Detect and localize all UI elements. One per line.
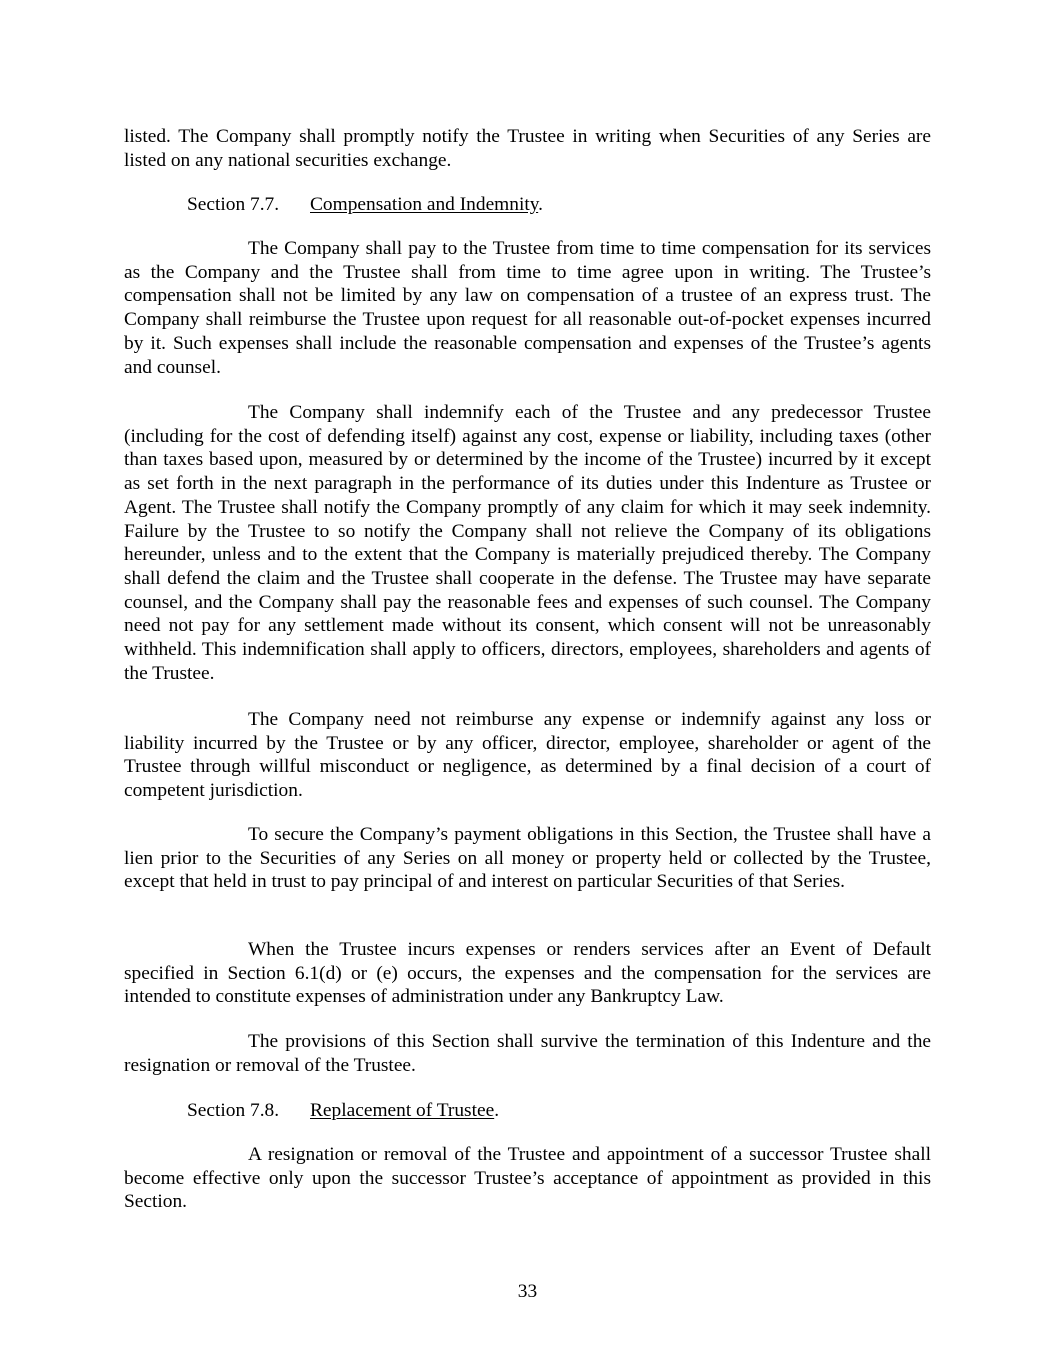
paragraph-reimbursement-exception: The Company need not reimburse any expense or indemnify against any loss or liability incurred by the Trustee or by any officer, director, employee, shareholder or agent of the Trustee through willful misconduct or negligence, as determined by a final decision of a court of competent jurisdiction. [124, 709, 931, 802]
paragraph-lien: To secure the Company’s payment obligations in this Section, the Trustee shall have a lien prior to the Securities of any Series on all money or property held or collected by the Trustee, except that held in trust to pay principal of and interest on particular Securities of that Series. [124, 824, 931, 893]
paragraph-event-of-default-expenses: When the Trustee incurs expenses or renders services after an Event of Default specified in Section 6.1(d) or (e) occurs, the expenses and the compensation for the services are intended to constitute expenses of administration under any Bankruptcy Law. [124, 939, 931, 1008]
section-heading-7-8 [187, 1099, 499, 1123]
page-number: 33 [517, 1281, 538, 1302]
paragraph-replacement-effective: A resignation or removal of the Trustee and appointment of a successor Trustee shall become effective only upon the successor Trustee’s acceptance of appointment as provided in this Section. [124, 1144, 931, 1213]
section-title: Replacement of Trustee [310, 1100, 495, 1121]
section-number: Section 7.8. [187, 1100, 280, 1121]
section-heading-7-7 [187, 193, 543, 217]
paragraph-listing-notice: listed. The Company shall promptly notify the Trustee in writing when Securities of any Series are listed on any national securities exchange. [124, 126, 931, 171]
section-number: Section 7.7. [187, 194, 280, 215]
paragraph-survival: The provisions of this Section shall survive the termination of this Indenture and the resignation or removal of the Trustee. [124, 1031, 931, 1076]
paragraph-indemnification: The Company shall indemnify each of the Trustee and any predecessor Trustee (including for the cost of defending itself) against any cost, expense or liability, including taxes (other than taxes based upon, measured by or determined by the income of the Trustee) incurred by it except as set forth in the next paragraph in the performance of its duties under this Indenture as Trustee or Agent. The Trustee shall notify the Company promptly of any claim for which it may seek indemnity. Failure by the Trustee to so notify the Company shall not relieve the Company of its obligations hereunder, unless and to the extent that the Company is materially prejudiced thereby. The Company shall defend the claim and the Trustee shall cooperate in the defense. The Trustee may have separate counsel, and the Company shall pay the reasonable fees and expenses of such counsel. The Company need not pay for any settlement made without its consent, which consent will not be unreasonably withheld. This indemnification shall apply to officers, directors, employees, shareholders and agents of the Trustee. [124, 402, 931, 684]
section-title-period: . [538, 194, 544, 215]
section-title: Compensation and Indemnity [310, 194, 539, 215]
section-title-period: . [494, 1100, 500, 1121]
paragraph-compensation: The Company shall pay to the Trustee from time to time compensation for its services as the Company and the Trustee shall from time to time agree upon in writing. The Trustee’s compensation shall not be limited by any law on compensation of a trustee of an express trust. The Company shall reimburse the Trustee upon request for all reasonable out-of-pocket expenses incurred by it. Such expenses shall include the reasonable compensation and expenses of the Trustee’s agents and counsel. [124, 238, 931, 378]
